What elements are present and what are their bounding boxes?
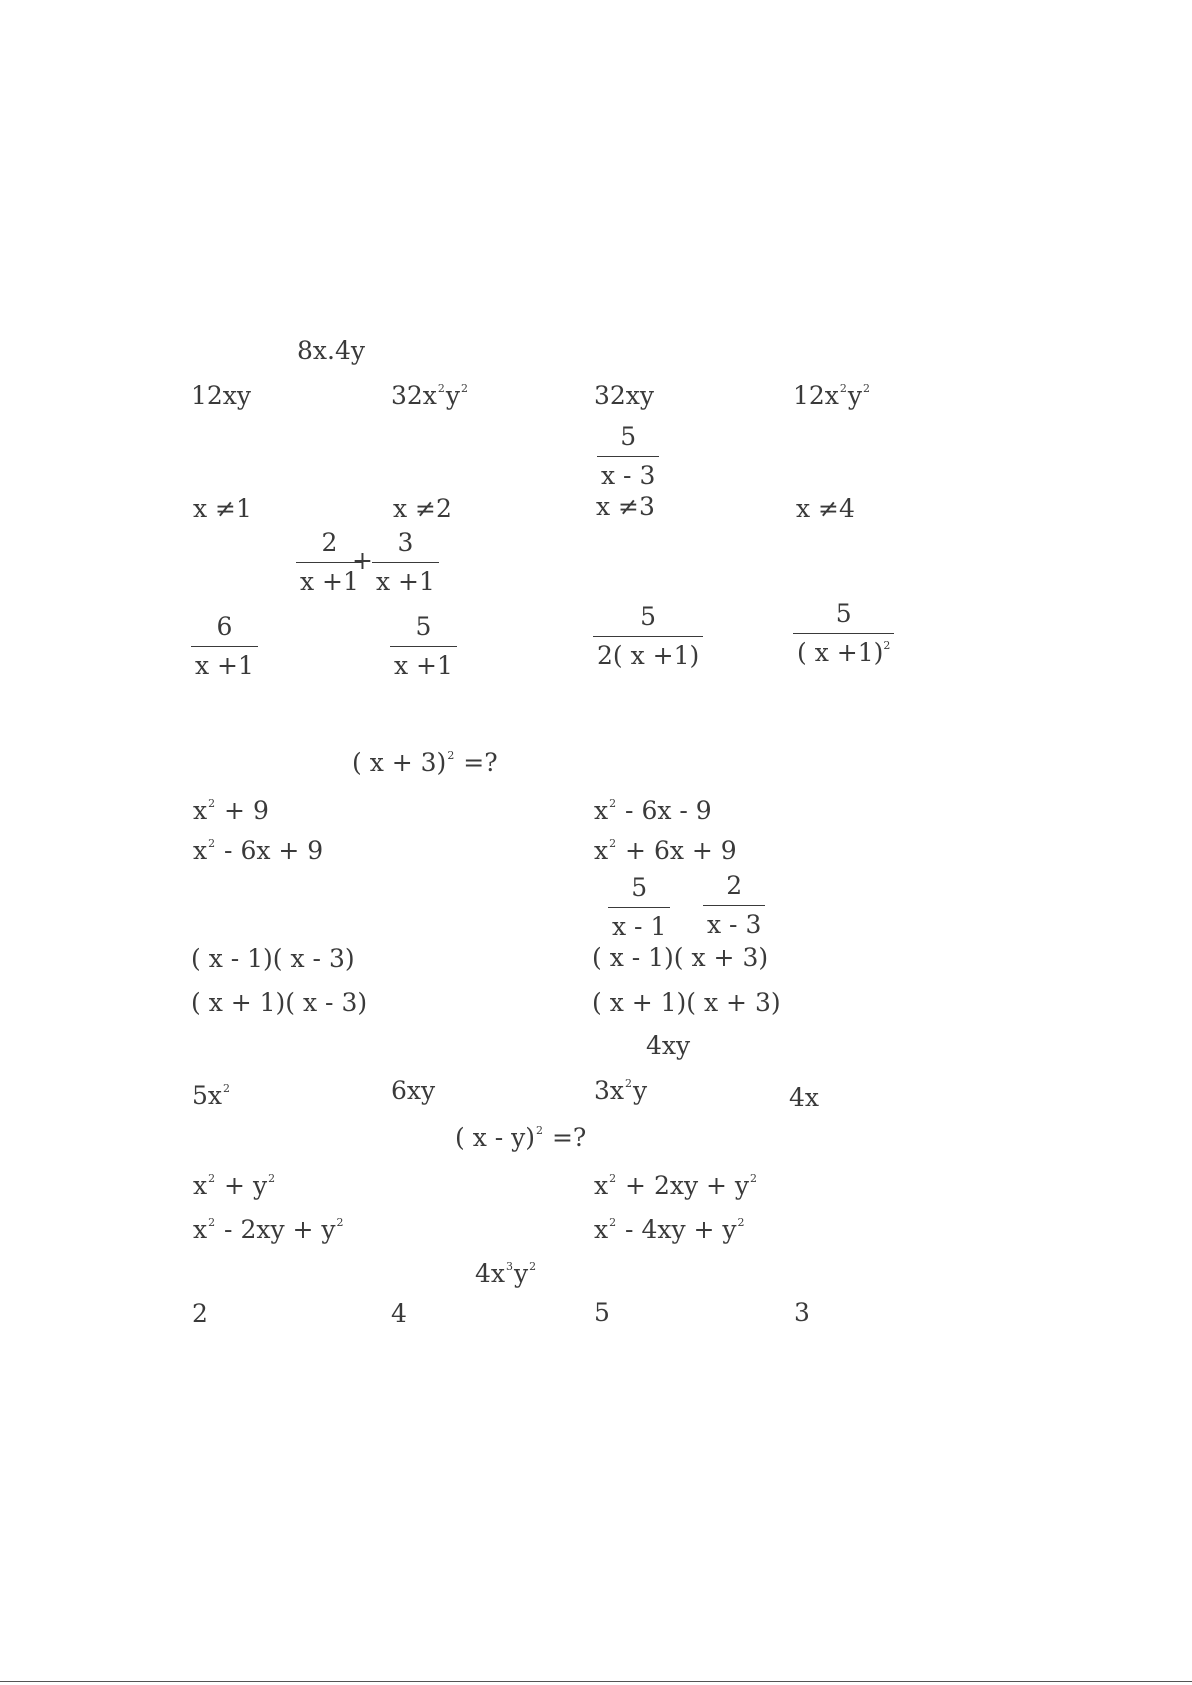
q5-fraction-1	[608, 873, 670, 942]
q3-plus-sign: +	[352, 546, 373, 575]
q4-option-b: $x^2 - 6x - 9$	[594, 796, 712, 825]
q1-option-c: 32xy	[594, 381, 655, 410]
page-bottom-rule	[0, 1681, 1192, 1682]
q3-option-c-numerator: 5	[640, 602, 657, 631]
q6-option-d: 4x	[789, 1083, 820, 1112]
q3-option-b-denominator: x +1	[394, 651, 453, 680]
q6-stem: 4xy	[646, 1031, 691, 1060]
q7-option-b: $x^2 + 2xy + y^2$	[594, 1171, 758, 1200]
q3-stem-numerator-1: 2	[321, 528, 338, 557]
q8-option-a: 2	[192, 1299, 208, 1328]
q5-option-b: ( x - 1)( x + 3)	[592, 943, 769, 972]
q8-option-b: 4	[391, 1299, 407, 1328]
q5-option-d: ( x + 1)( x + 3)	[592, 988, 781, 1017]
q2-option-a: x ≠1	[193, 494, 252, 523]
q2-option-c: x ≠3	[596, 492, 655, 521]
q3-option-d-numerator: 5	[835, 599, 852, 628]
q7-option-a: $x^2 + y^2$	[193, 1171, 276, 1200]
q3-stem-fraction-2	[372, 528, 439, 597]
q2-option-d: x ≠4	[796, 494, 855, 523]
q3-option-b-numerator: 5	[415, 612, 432, 641]
q3-option-a-denominator: x +1	[195, 651, 254, 680]
q4-option-d: $x^2 + 6x + 9$	[594, 836, 737, 865]
q3-option-a-numerator: 6	[216, 612, 233, 641]
q8-stem: $4x^3y^2$	[475, 1259, 537, 1288]
q3-option-b	[390, 612, 457, 681]
q3-option-c	[593, 602, 703, 671]
q4-option-a: $x^2 + 9$	[193, 796, 269, 825]
q8-option-d: 3	[794, 1298, 810, 1327]
q1-option-d: $12x^2y^2$	[793, 381, 871, 410]
q5-option-c: ( x + 1)( x - 3)	[191, 988, 368, 1017]
q6-option-c: $3x^2y$	[594, 1076, 648, 1105]
q1-option-a: 12xy	[191, 381, 252, 410]
q5-numerator-2: 2	[726, 871, 743, 900]
q3-stem-denominator-1: x +1	[300, 567, 359, 596]
q2-fraction-numerator: 5	[620, 422, 637, 451]
q7-option-c: $x^2 - 2xy + y^2$	[193, 1215, 344, 1244]
q7-stem: ( x - y)$^2$ =?	[455, 1123, 587, 1152]
q3-option-d	[793, 599, 894, 668]
q5-denominator-1: x - 1	[612, 912, 667, 941]
q3-option-c-denominator: 2( x +1)	[597, 641, 700, 670]
q3-stem-denominator-2: x +1	[376, 567, 435, 596]
q2-fraction	[597, 422, 659, 491]
q6-option-a: $5x^2$	[192, 1081, 231, 1110]
q4-stem: ( x + 3)$^2$ =?	[352, 748, 498, 777]
q2-option-b: x ≠2	[393, 494, 452, 523]
q1-stem: 8x.4y	[297, 336, 365, 365]
q3-stem-numerator-2: 3	[397, 528, 414, 557]
q5-numerator-1: 5	[631, 873, 648, 902]
q3-option-d-denominator: ( x +1)$^2$	[797, 638, 891, 667]
q5-fraction-2	[703, 871, 765, 940]
q5-denominator-2: x - 3	[707, 910, 762, 939]
q7-option-d: $x^2 - 4xy + y^2$	[594, 1215, 745, 1244]
q4-option-c: $x^2 - 6x + 9$	[193, 836, 324, 865]
q1-option-b: $32x^2y^2$	[391, 381, 469, 410]
q5-option-a: ( x - 1)( x - 3)	[191, 944, 355, 973]
q2-fraction-denominator: x - 3	[601, 461, 656, 490]
q8-option-c: 5	[594, 1298, 610, 1327]
q3-option-a	[191, 612, 258, 681]
q6-option-b: 6xy	[391, 1076, 436, 1105]
